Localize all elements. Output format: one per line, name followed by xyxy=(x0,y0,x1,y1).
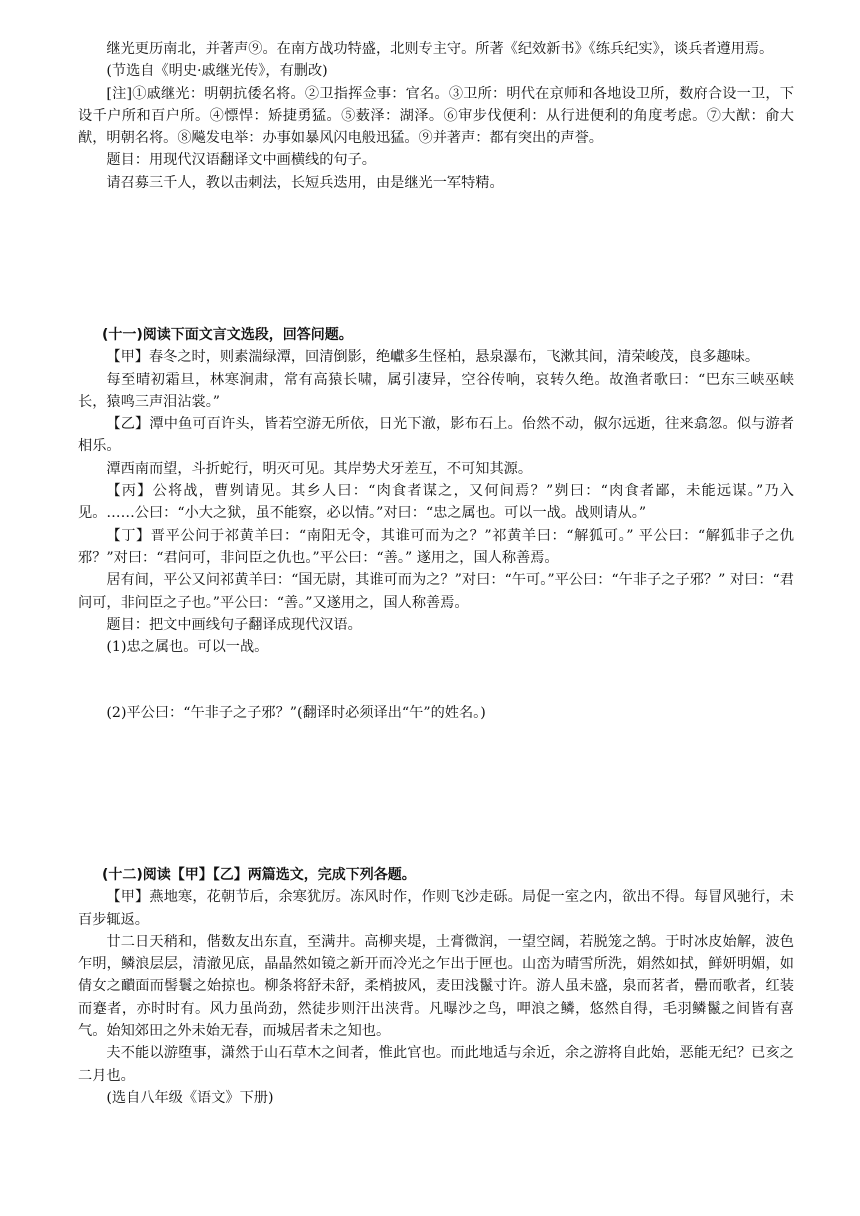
source-citation: (节选自《明史·戚继光传》，有删改) xyxy=(106,63,328,80)
translation-sentence: 请召募三千人，教以击刺法，长短兵迭用，由是继光一军特精。 xyxy=(106,174,504,191)
passage-jia-2: 每至晴初霜旦，林寒涧肃，常有高猿长啸，属引凄异，空谷传响，哀转久绝。故渔者歌曰：“巴东三峡巫峡长，猿鸣三声泪沾裳。” xyxy=(78,371,794,410)
section-12 xyxy=(78,864,794,1109)
passage-yi-1: 【乙】潭中鱼可百许头，皆若空游无所依，日光下澈，影布石上。佁然不动，俶尔远逝，往来翕忽。似与游者相乐。 xyxy=(78,416,794,455)
passage-jia-1: 【甲】燕地寒，花朝节后，余寒犹厉。冻风时作，作则飞沙走砾。局促一室之内，欲出不得。每冒风驰行，未百步辄返。 xyxy=(78,889,794,928)
question-item-2: (2)平公曰：“午非子之子邪？”(翻译时必须译出“午”的姓名。) xyxy=(106,705,486,722)
section-11 xyxy=(78,324,794,725)
question-prompt: 题目：把文中画线句子翻译成现代汉语。 xyxy=(106,616,362,633)
annotation-notes: [注]①戚继光：明朝抗倭名将。②卫指挥佥事：官名。③卫所：明代在京师和各地设卫所，数府合设一卫，下设千户所和百户所。④慓悍：矫捷勇猛。⑤薮泽：湖泽。⑥审步伐便利：从行进便利的角度考虑。⑦大猷：俞大猷，明朝名将。⑧飚发电举：办事如暴风闪电般迅猛。⑨并著声：都有突出的声誉。 xyxy=(78,85,794,147)
passage-paragraph: 继光更历南北，并著声⑨。在南方战功特盛，北则专主守。所著《纪效新书》《练兵纪实》，谈兵者遵用焉。 xyxy=(106,41,774,57)
passage-ding-1: 【丁】晋平公问于祁黄羊曰：“南阳无令，其谁可而为之？”祁黄羊曰：“解狐可。” 平公曰：“解狐非子之仇邪？”对曰：“君问可，非问臣之仇也。”平公曰：“善。” 遂用之，国人称善焉。 xyxy=(78,527,794,566)
source-citation: (选自八年级《语文》下册) xyxy=(106,1089,274,1106)
passage-ding-2: 居有间，平公又问祁黄羊曰：“国无尉，其谁可而为之？”对曰：“午可。”平公曰：“午非子之子邪？” 对曰：“君问可，非问臣之子也。”平公曰：“善。”又遂用之，国人称善焉。 xyxy=(78,572,794,611)
section-10 xyxy=(78,38,794,194)
passage-jia-1: 【甲】春冬之时，则素湍绿潭，回清倒影，绝巘多生怪柏，悬泉瀑布，飞漱其间，清荣峻茂，良多趣味。 xyxy=(106,349,760,366)
passage-jia-3: 夫不能以游堕事，潇然于山石草木之间者，惟此官也。而此地适与余近，余之游将自此始，恶能无纪？已亥之二月也。 xyxy=(78,1045,794,1084)
section-heading: (十一)阅读下面文言文选段，回答问题。 xyxy=(102,327,353,343)
question-item-1: (1)忠之属也。可以一战。 xyxy=(106,639,269,656)
question-prompt: 题目：用现代汉语翻译文中画横线的句子。 xyxy=(106,152,376,169)
passage-yi-2: 潭西南而望，斗折蛇行，明灭可见。其岸势犬牙差互，不可知其源。 xyxy=(106,460,533,477)
passage-bing: 【丙】公将战，曹刿请见。其乡人曰：“肉食者谋之，又何间焉？”刿曰：“肉食者鄙，未能远谋。”乃入见。……公曰：“小大之狱，虽不能察，必以情。”对曰：“忠之属也。可以一战。战则请从。” xyxy=(78,483,794,522)
passage-jia-2: 廿二日天稍和，偕数友出东直，至满井。高柳夹堤，土膏微润，一望空阔，若脱笼之鹄。于时冰皮始解，波色乍明，鳞浪层层，清澈见底，晶晶然如镜之新开而冷光之乍出于匣也。山峦为晴雪所洗，娟然如拭，鲜妍明媚，如倩女之靧面而髻鬟之始掠也。柳条将舒未舒，柔梢披风，麦田浅鬣寸许。游人虽未盛，泉而茗者，罍而歌者，红装而蹇者，亦时时有。风力虽尚劲，然徒步则汗出浃背。凡曝沙之鸟，呷浪之鳞，悠然自得，毛羽鳞鬣之间皆有喜气。始知郊田之外未始无春，而城居者未之知也。 xyxy=(78,933,794,1040)
section-heading: (十二)阅读【甲】【乙】两篇选文，完成下列各题。 xyxy=(102,867,416,883)
